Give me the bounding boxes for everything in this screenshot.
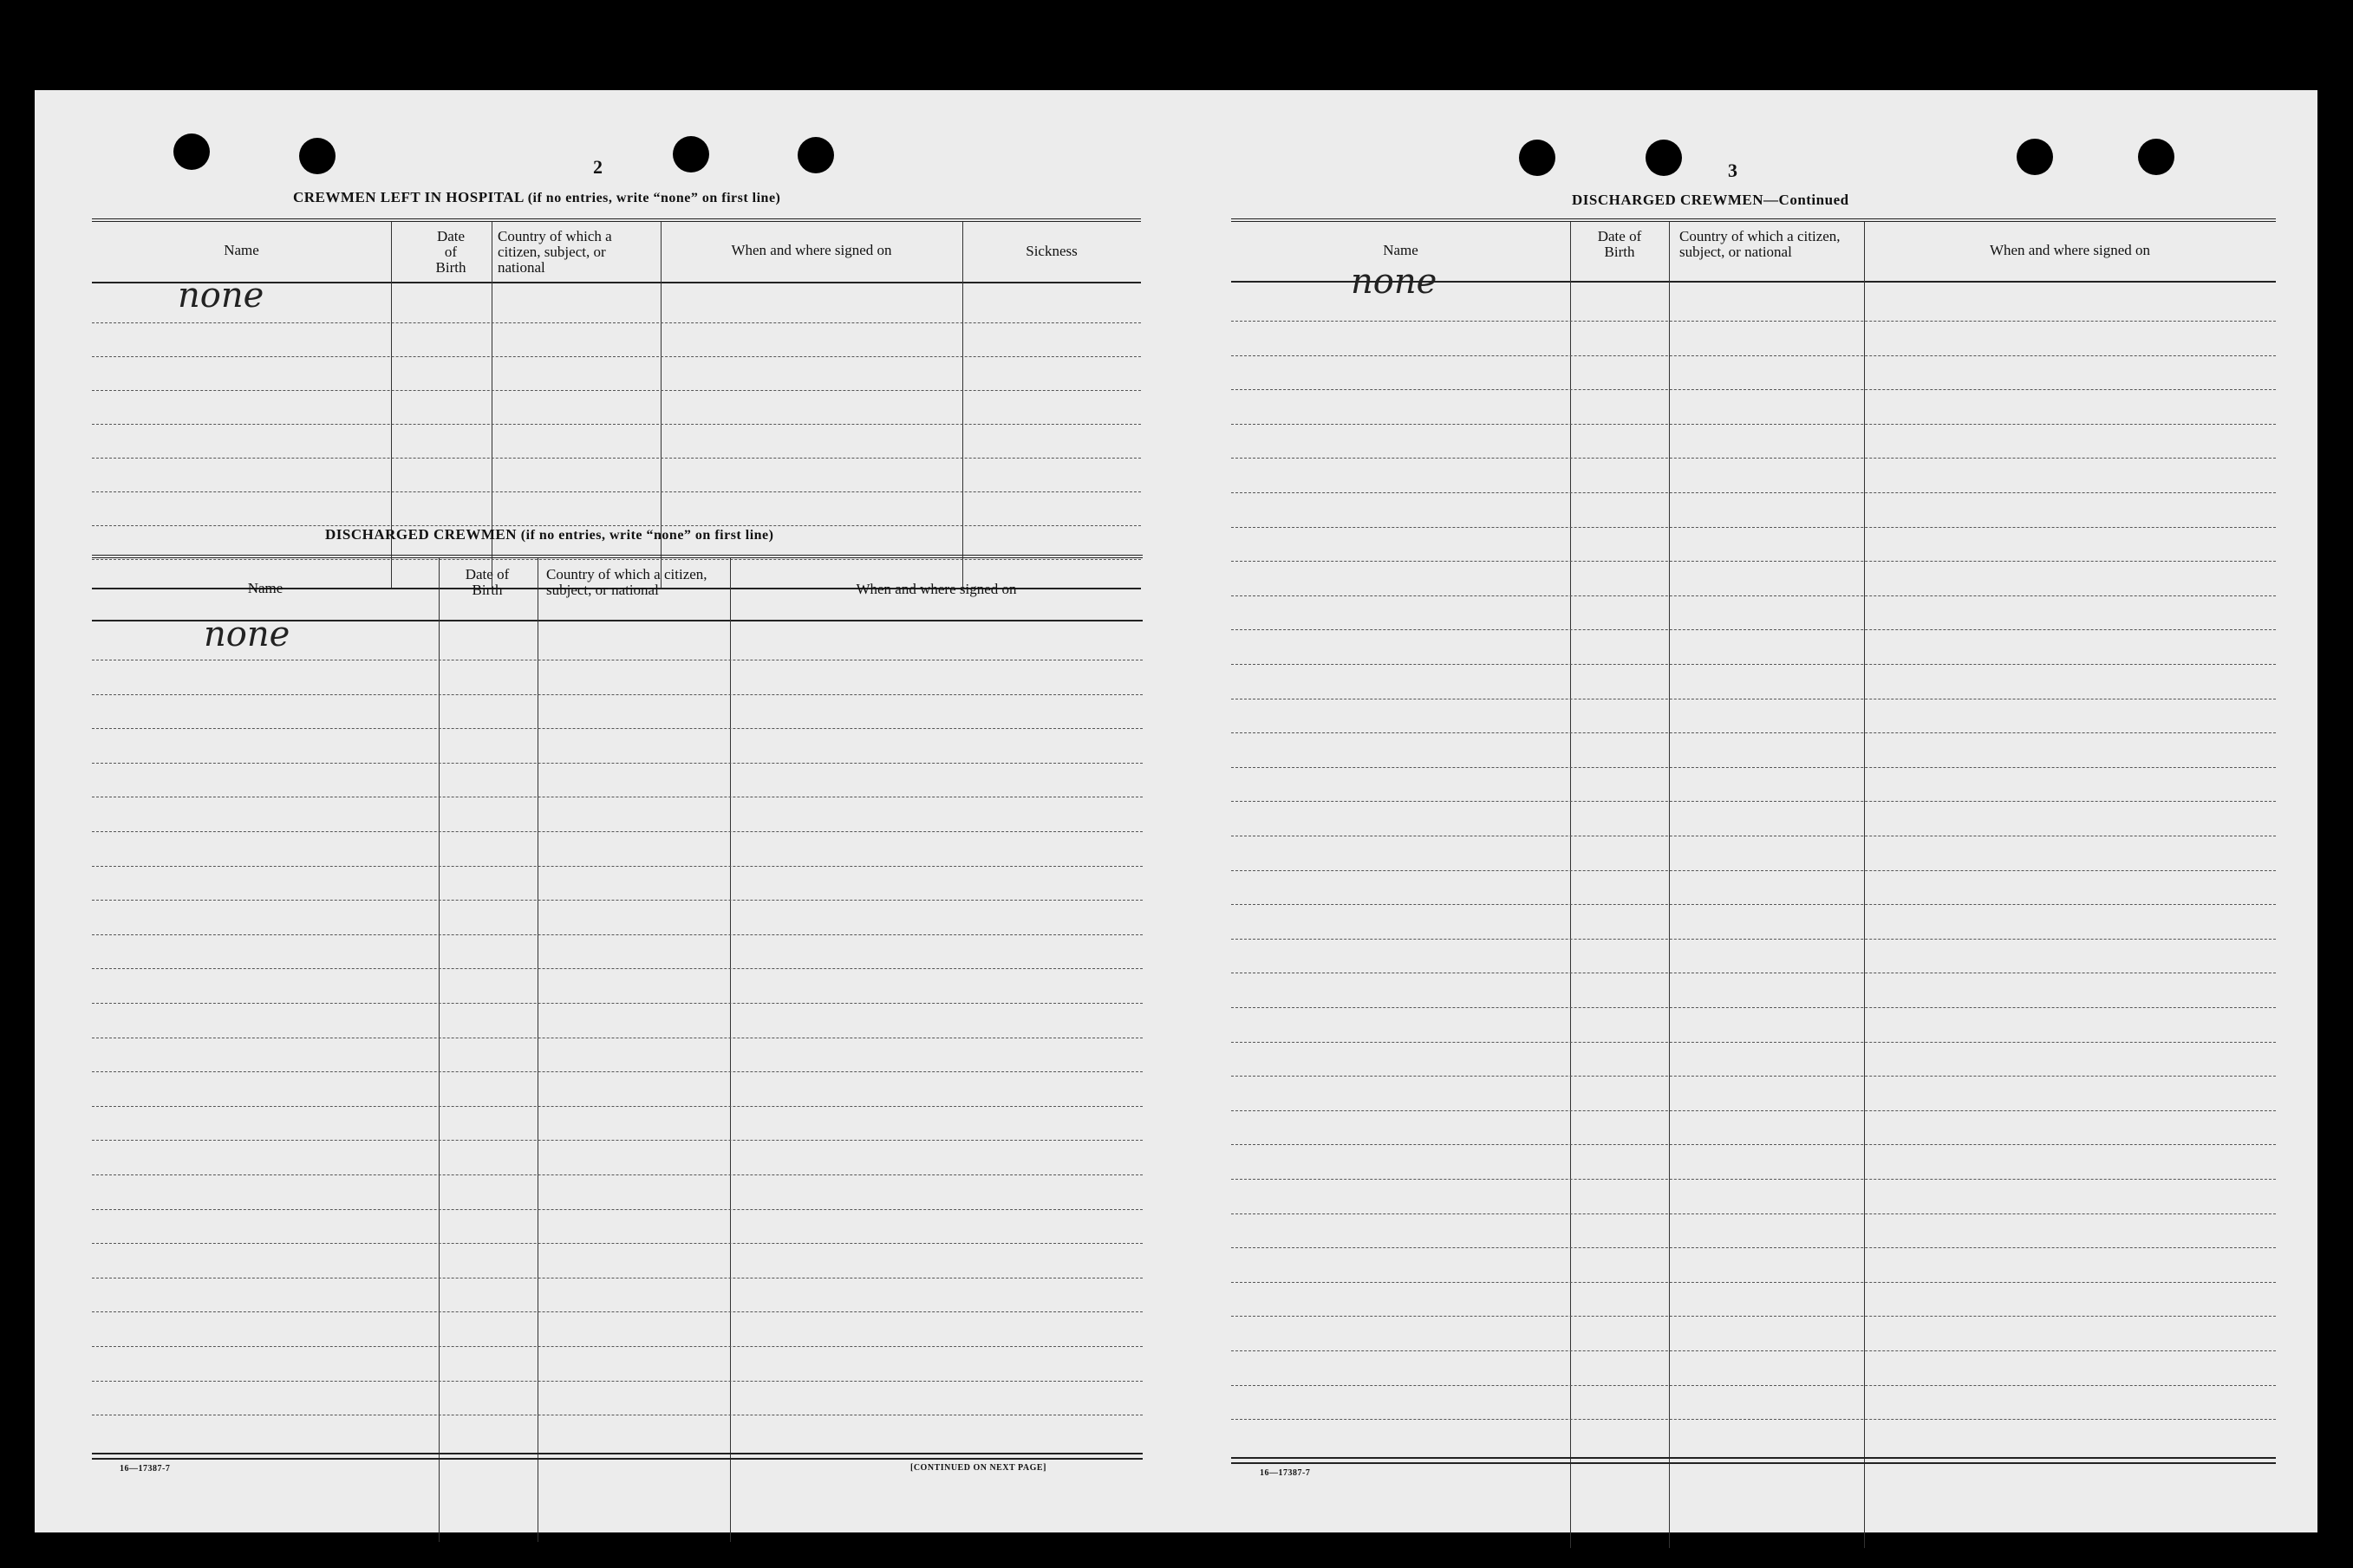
row-line: [1231, 1042, 2276, 1043]
row-line: [1231, 1316, 2276, 1317]
hospital-title: CREWMEN LEFT IN HOSPITAL: [293, 189, 524, 205]
page-number-right: 3: [1728, 159, 1737, 181]
row-line: [1231, 629, 2276, 630]
right-bottom-rule: [1231, 1457, 2276, 1459]
form-number-left: 16—17387-7: [120, 1464, 171, 1474]
hospital-col-signed-on: When and where signed on: [731, 242, 892, 258]
row-line: [1231, 492, 2276, 493]
row-line: [92, 968, 1143, 969]
row-line: [92, 1106, 1143, 1107]
row-line: [1231, 321, 2276, 322]
row-line: [92, 831, 1143, 832]
row-line: [92, 1209, 1143, 1210]
discharged-col-name: Name: [247, 580, 284, 596]
hospital-col-name: Name: [224, 242, 259, 258]
row-line: [92, 763, 1143, 764]
row-line: [92, 1003, 1143, 1004]
punch-hole: [673, 136, 709, 172]
hospital-note: (if no entries, write “none” on first line): [527, 191, 781, 205]
row-line: [1231, 355, 2276, 356]
row-line: [92, 694, 1143, 695]
discharged-top-rule: [92, 555, 1143, 558]
row-line: [1231, 801, 2276, 802]
discharged-col-divider: [730, 558, 731, 1542]
right-col-country: Country of which a citizen, subject, or national: [1679, 228, 1841, 260]
row-line: [92, 1346, 1143, 1347]
hospital-row-line: [92, 322, 1141, 323]
punch-hole: [1646, 140, 1682, 176]
row-line: [1231, 1419, 2276, 1420]
row-line: [1231, 939, 2276, 940]
right-bottom-rule: [1231, 1462, 2276, 1464]
right-col-date-of-birth: Date of Birth: [1597, 228, 1642, 260]
row-line: [1231, 664, 2276, 665]
punch-hole: [798, 137, 834, 173]
punch-hole: [299, 138, 336, 174]
right-col-name: Name: [1383, 242, 1418, 258]
discharged-col-signed-on: When and where signed on: [856, 581, 1017, 597]
row-line: [1231, 389, 2276, 390]
discharged-col-date-of-birth: Date of Birth: [465, 566, 510, 598]
page-number-left: 2: [593, 156, 603, 178]
hospital-row-line: [92, 559, 1141, 560]
row-line: [1231, 1247, 2276, 1248]
row-line: [92, 1174, 1143, 1175]
row-line: [92, 900, 1143, 901]
hospital-row-line: [92, 424, 1141, 425]
hospital-col-date-of-birth: Date of Birth: [435, 228, 466, 276]
continued-note: [CONTINUED ON NEXT PAGE]: [910, 1463, 1046, 1473]
punch-hole: [1519, 140, 1555, 176]
right-handwritten-entry: none: [1351, 262, 1437, 302]
row-line: [1231, 1007, 2276, 1008]
row-line: [1231, 904, 2276, 905]
row-line: [1231, 1350, 2276, 1351]
row-line: [1231, 561, 2276, 562]
row-line: [1231, 1213, 2276, 1214]
row-line: [92, 1243, 1143, 1244]
row-line: [1231, 1179, 2276, 1180]
row-line: [92, 934, 1143, 935]
document-sheet: [35, 90, 2317, 1532]
right-col-signed-on: When and where signed on: [1989, 242, 2151, 258]
discharged-col-country: Country of which a citizen, subject, or national: [546, 566, 707, 598]
punch-hole: [2138, 139, 2174, 175]
discharged-continued-title: DISCHARGED CREWMEN—Continued: [1572, 192, 1849, 208]
punch-hole: [173, 133, 210, 170]
row-line: [1231, 1282, 2276, 1283]
hospital-row-line: [92, 491, 1141, 492]
row-line: [1231, 767, 2276, 768]
row-line: [1231, 1144, 2276, 1145]
hospital-top-rule: [92, 218, 1141, 222]
discharged-bottom-rule: [92, 1458, 1143, 1460]
discharged-bottom-rule: [92, 1453, 1143, 1454]
row-line: [92, 728, 1143, 729]
row-line: [1231, 424, 2276, 425]
row-line: [1231, 1110, 2276, 1111]
row-line: [92, 1311, 1143, 1312]
row-line: [1231, 1076, 2276, 1077]
row-line: [92, 1071, 1143, 1072]
row-line: [1231, 458, 2276, 459]
hospital-row-line: [92, 356, 1141, 357]
form-number-right: 16—17387-7: [1260, 1468, 1311, 1478]
right-col-divider: [1570, 222, 1571, 1548]
hospital-handwritten-entry: none: [178, 276, 264, 316]
right-col-divider: [1864, 222, 1865, 1548]
row-line: [1231, 527, 2276, 528]
row-line: [1231, 595, 2276, 596]
right-top-rule: [1231, 218, 2276, 222]
punch-hole: [2017, 139, 2053, 175]
row-line: [1231, 1385, 2276, 1386]
hospital-col-sickness: Sickness: [1026, 243, 1078, 259]
hospital-row-line: [92, 458, 1141, 459]
row-line: [92, 866, 1143, 867]
hospital-row-line: [92, 390, 1141, 391]
row-line: [92, 1140, 1143, 1141]
row-line: [1231, 732, 2276, 733]
hospital-col-divider: [962, 222, 963, 589]
hospital-col-country: Country of which a citizen, subject, or national: [498, 228, 612, 276]
discharged-title: DISCHARGED CREWMEN: [325, 526, 518, 543]
discharged-section-title: [325, 526, 773, 543]
discharged-handwritten-entry: none: [204, 615, 290, 654]
hospital-section-title: [293, 189, 780, 206]
discharged-col-divider: [439, 558, 440, 1542]
row-line: [1231, 870, 2276, 871]
right-col-divider: [1669, 222, 1670, 1548]
discharged-note: (if no entries, write “none” on first line): [520, 528, 774, 543]
row-line: [92, 1381, 1143, 1382]
